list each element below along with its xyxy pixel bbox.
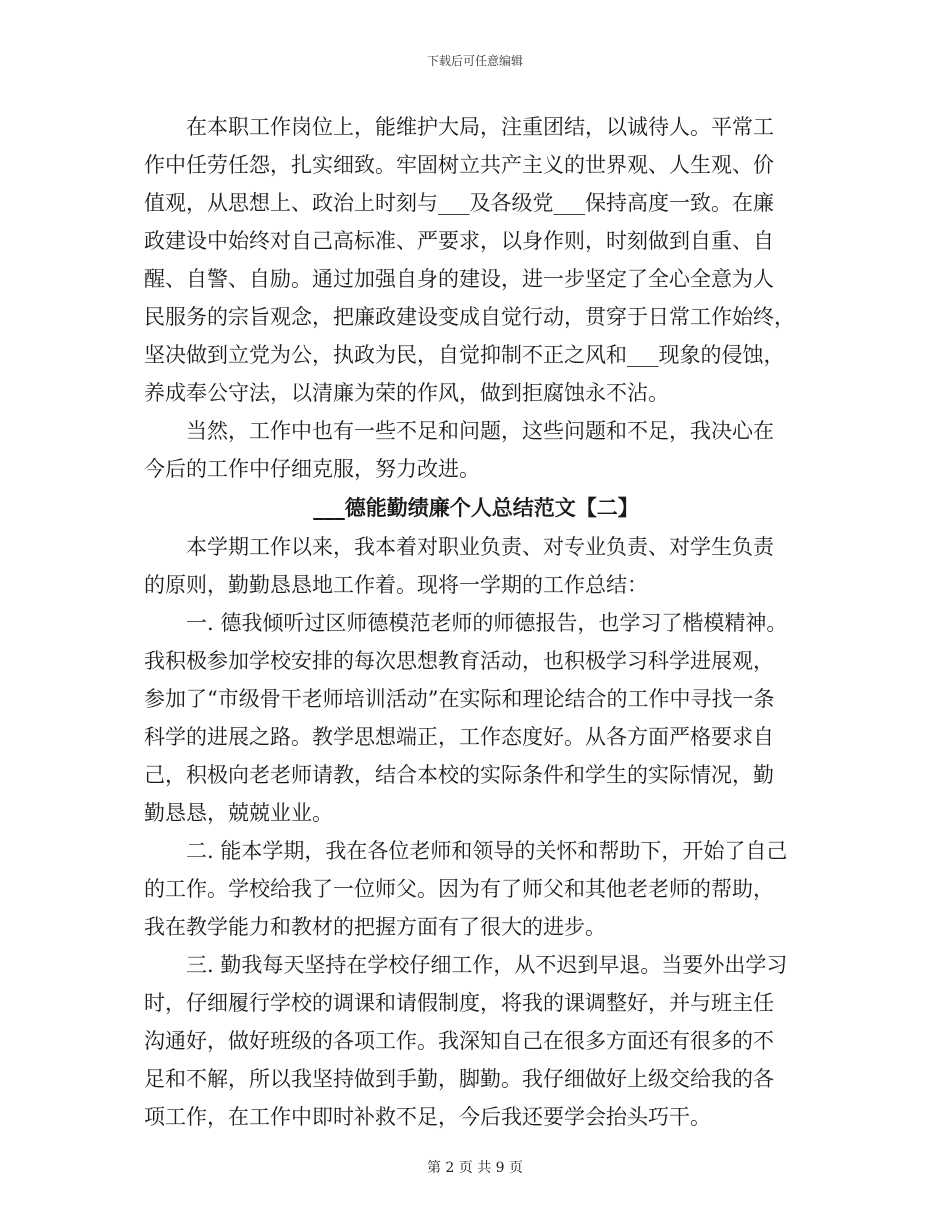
page-header: 下载后可任意编辑 (426, 54, 523, 68)
text-line: 项工作，在工作中即时补救不足，今后我还要学会抬头巧干。 (144, 1105, 711, 1129)
text-line: 醒、自警、自励。通过加强自身的建设，进一步坚定了全心全意为人 (144, 267, 774, 291)
text-line: 作中任劳任怨，扎实细致。牢固树立共产主义的世界观、人生观、价 (144, 153, 774, 177)
text-line: 的工作。学校给我了一位师父。因为有了师父和其他老老师的帮助， (144, 877, 774, 901)
page-footer: 第 2 页 共 9 页 (426, 1160, 524, 1176)
text-line: 我在教学能力和教材的把握方面有了很大的进步。 (144, 915, 606, 939)
text-line: 我积极参加学校安排的每次思想教育活动，也积极学习科学进展观， (144, 649, 774, 673)
text-line: 己，积极向老老师请教，结合本校的实际条件和学生的实际情况，勤 (144, 763, 774, 787)
text-line: 当然，工作中也有一些不足和问题，这些问题和不足，我决心在 (144, 419, 774, 443)
text-line: 一. 德我倾听过区师德模范老师的师德报告，也学习了楷模精神。 (144, 611, 788, 635)
paragraph (144, 832, 808, 946)
text-line: 二. 能本学期，我在各位老师和领导的关怀和帮助下，开始了自己 (144, 839, 788, 863)
text-line: 的原则，勤勤恳恳地工作着。现将一学期的工作总结： (144, 573, 648, 597)
paragraph (144, 412, 808, 488)
text-line: 勤恳恳，兢兢业业。 (144, 801, 333, 825)
text-line: 坚决做到立党为公，执政为民，自觉抑制不正之风和___现象的侵蚀， (144, 343, 785, 367)
section-title: ___德能勤绩廉个人总结范文【二】 (313, 495, 639, 520)
text-line: 今后的工作中仔细克服，努力改进。 (144, 457, 480, 481)
text-line: 足和不解，所以我坚持做到手勤，脚勤。我仔细做好上级交给我的各 (144, 1067, 774, 1091)
text-line: 值观，从思想上、政治上时刻与___及各级党___保持高度一致。在廉 (144, 191, 774, 215)
paragraph (144, 108, 808, 412)
text-line: 本学期工作以来，我本着对职业负责、对专业负责、对学生负责 (144, 535, 774, 559)
text-line: 参加了“市级骨干老师培训活动”在实际和理论结合的工作中寻找一条 (144, 687, 775, 711)
text-line: 政建设中始终对自己高标准、严要求，以身作则，时刻做到自重、自 (144, 229, 774, 253)
paragraph (144, 528, 808, 604)
paragraph (144, 946, 808, 1136)
paragraph (144, 604, 808, 832)
text-line: 在本职工作岗位上，能维护大局，注重团结，以诚待人。平常工 (144, 115, 774, 139)
document-body (144, 108, 808, 1136)
text-line: 民服务的宗旨观念，把廉政建设变成自觉行动，贯穿于日常工作始终， (144, 305, 795, 329)
text-line: 时，仔细履行学校的调课和请假制度，将我的课调整好，并与班主任 (144, 991, 774, 1015)
text-line: 科学的进展之路。教学思想端正，工作态度好。从各方面严格要求自 (144, 725, 774, 749)
text-line: 沟通好，做好班级的各项工作。我深知自己在很多方面还有很多的不 (144, 1029, 774, 1053)
text-line: 养成奉公守法，以清廉为荣的作风，做到拒腐蚀永不沾。 (144, 381, 669, 405)
text-line: 三. 勤我每天坚持在学校仔细工作，从不迟到早退。当要外出学习 (144, 953, 788, 977)
